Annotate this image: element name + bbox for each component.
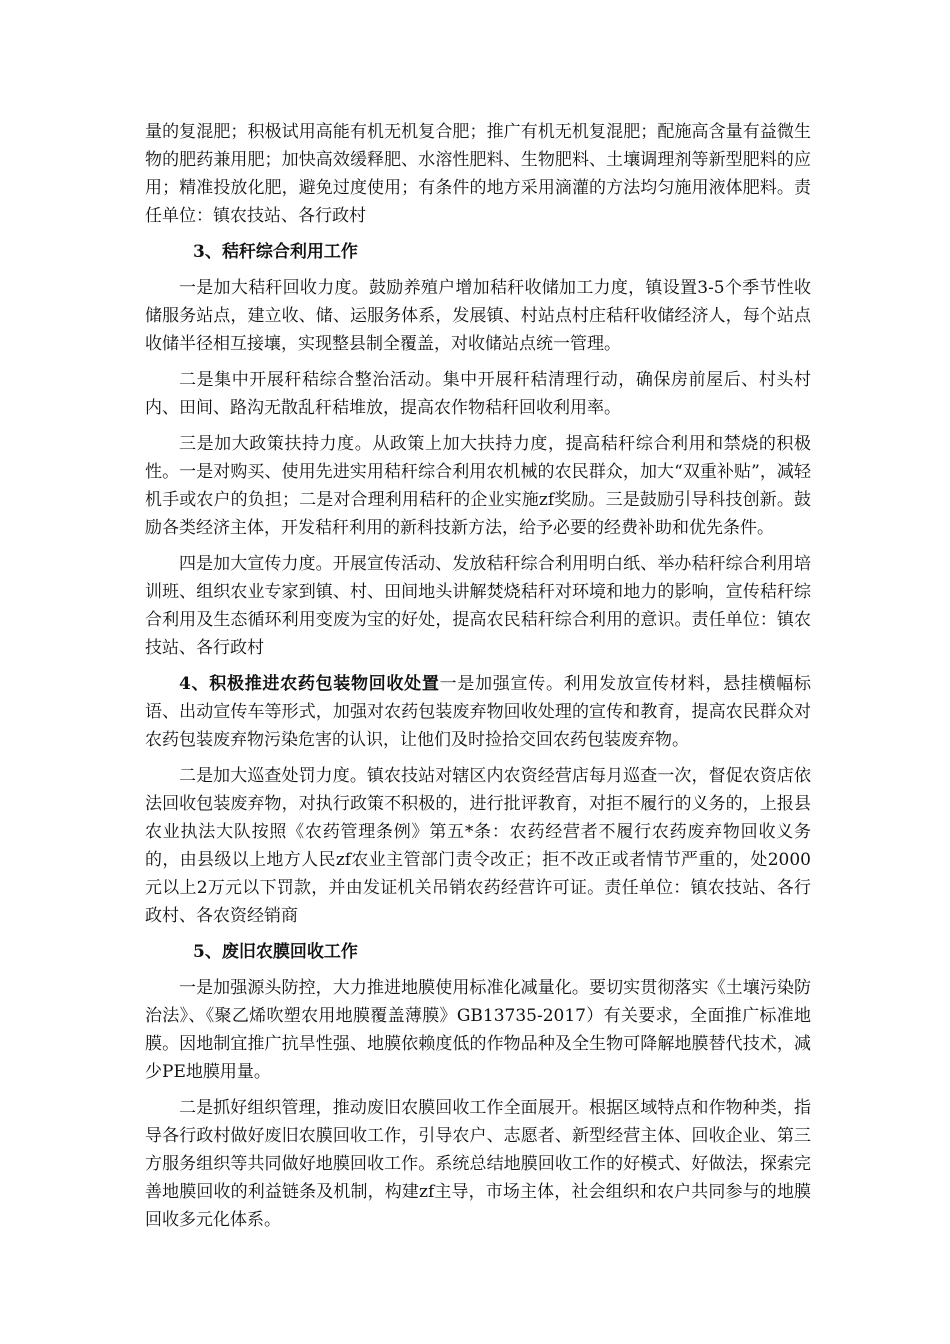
paragraph-fertilizer-end: 量的复混肥；积极试用高能有机无机复合肥；推广有机无机复混肥；配施高含量有益微生物的肥药兼用肥；加快高效缓释肥、水溶性肥料、生物肥料、土壤调理剂等新型肥料的应用；精准投放化肥，避免过度使用；有条件的地方采用滴灌的方法均匀施用液体肥料。责任单位：镇农技站、各行政村: [145, 122, 811, 226]
paragraph-film-management: 二是抓好组织管理，推动废旧农膜回收工作全面展开。根据区域特点和作物种类，指导各行政村做好废旧农膜回收工作，引导农户、志愿者、新型经营主体、回收企业、第三方服务组织等共同做好地膜回收工作。系统总结地膜回收工作的好模式、好做法，探索完善地膜回收的利益链条及机制，构建zf主导，市场主体，社会组织和农户共同参与的地膜回收多元化体系。: [145, 1098, 811, 1230]
paragraph-straw-publicity: 四是加大宣传力度。开展宣传活动、发放秸秆综合利用明白纸、举办秸秆综合利用培训班、组织农业专家到镇、村、田间地头讲解焚烧秸秆对环境和地力的影响，宣传秸秆综合利用及生态循环利用变废为宝的好处，提高农民秸秆综合利用的意识。责任单位：镇农技站、各行政村: [145, 554, 811, 658]
paragraph-pesticide-publicity: 一是加强宣传。利用发放宣传材料，悬挂横幅标语、出动宣传车等形式，加强对农药包装废弃物回收处理的宣传和教育，提高农民群众对农药包装废弃物污染危害的认识，让他们及时捡拾交回农药包装废弃物。: [145, 674, 812, 750]
section-heading-film: 5、废旧农膜回收工作: [193, 942, 358, 962]
paragraph-straw-policy: 三是加大政策扶持力度。从政策上加大扶持力度，提高秸秆综合利用和禁烧的积极性。一是对购买、使用先进实用秸秆综合利用农机械的农民群众，加大“双重补贴”，减轻机手或农户的负担；二是对合理利用秸秆的企业实施zf奖励。三是鼓励引导科技创新。鼓励各类经济主体，开发秸秆利用的新科技新方法，给予必要的经费补助和优先条件。: [145, 434, 811, 538]
paragraph-straw-cleanup: 二是集中开展秆秸综合整治活动。集中开展秆秸清理行动，确保房前屋后、村头村内、田间、路沟无散乱秆秸堆放，提高农作物秸秆回收利用率。: [145, 370, 811, 418]
paragraph-straw-recovery: 一是加大秸秆回收力度。鼓励养殖户增加秸秆收储加工力度，镇设置3-5个季节性收储服务站点，建立收、储、运服务体系，发展镇、村站点村庄秸秆收储经济人，每个站点收储半径相互接壤，实现整县制全覆盖，对收储站点统一管理。: [145, 278, 811, 354]
paragraph-pesticide-inspection: 二是加大巡查处罚力度。镇农技站对辖区内农资经营店每月巡查一次，督促农资店依法回收包装废弃物，对执行政策不积极的，进行批评教育，对拒不履行的义务的，上报县农业执法大队按照《农药管理条例》第五*条：农药经营者不履行农药废弃物回收义务的，由县级以上地方人民zf农业主管部门责令改正；拒不改正或者情节严重的，处2000元以上2万元以下罚款，并由发证机关吊销农药经营许可证。责任单位：镇农技站、各行政村、各农资经销商: [145, 766, 811, 926]
paragraph-film-source-control: 一是加强源头防控，大力推进地膜使用标准化减量化。要切实贯彻落实《土壤污染防治法》、《聚乙烯吹塑农用地膜覆盖薄膜》GB13735-2017）有关要求，全面推广标准地膜。因地制宜推广抗旱性强、地膜依赖度低的作物品种及全生物可降解地膜替代技术，减少PE地膜用量。: [145, 978, 811, 1082]
document-body: [145, 118, 811, 1242]
section-heading-straw: 3、秸秆综合利用工作: [193, 242, 358, 262]
section-heading-pesticide: 4、积极推进农药包装物回收处置: [179, 674, 440, 694]
paragraph-pesticide-packaging: [145, 670, 811, 754]
